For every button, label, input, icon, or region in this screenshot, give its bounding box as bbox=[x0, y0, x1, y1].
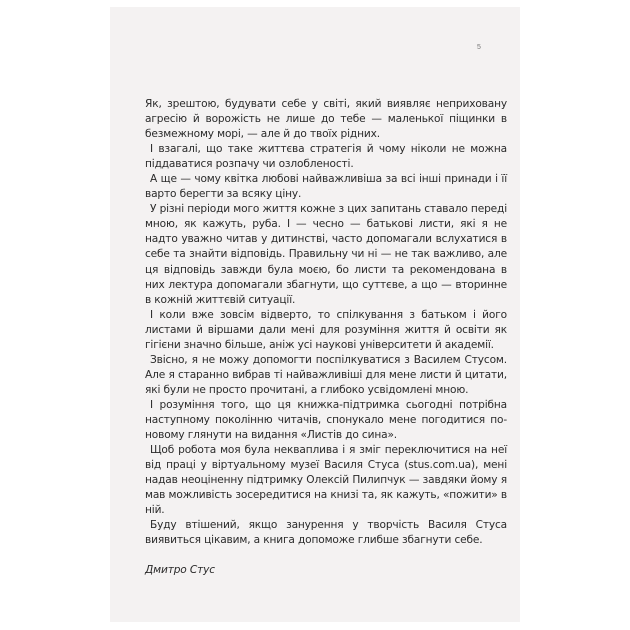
author-signature: Дмитро Стус bbox=[145, 564, 215, 577]
paragraph: І взагалі, що таке життєва стратегія й чому ніколи не можна піддаватися розпачу чи озлобленості. bbox=[145, 143, 507, 171]
page-number: 5 bbox=[477, 44, 481, 51]
paragraph: Звісно, я не можу допомогти поспілкуватися з Василем Стусом. Але я старанно вибрав ті найважливіші для мене листи й цитати, які були не просто прочитані, а глибоко усвідомлені мною. bbox=[145, 353, 507, 396]
page-body bbox=[145, 97, 507, 578]
paragraph: Буду втішений, якщо занурення у творчість Василя Стуса виявиться цікавим, а книга допоможе глибше збагнути себе. bbox=[145, 519, 507, 547]
paragraph: У різні періоди мого життя кожне з цих запитань ставало переді мною, як кажуть, руба. І — чесно — батькові листи, які я не надто уважно читав у дитинстві, часто допомагали вслухатися в себе та знайти відповідь. Правильну чи ні — не так важливо, але ця відповідь завжди була моєю, бо листи та рекомендована в них лектура допомагали збагнути, що суттєве, а що — вторинне в кожній життєвій ситуації. bbox=[145, 203, 507, 306]
paragraph: І розуміння того, що ця книжка-підтримка сьогодні потрібна наступному поколінню читачів, спонукало мене погодитися по-новому глянути на видання «Листів до сина». bbox=[145, 398, 507, 442]
paragraph: Щоб робота моя була некваплива і я зміг переключитися на неї від праці у віртуальному музеї Василя Стуса (stus.com.ua), мені надав неоціненну підтримку Олексій Пилипчук — завдяки йому я мав можливість зосередитися на книзі та, як кажуть, «пожити» в ній. bbox=[145, 444, 507, 517]
paragraph: І коли вже зовсім відверто, то спілкування з батьком і його листами й віршами дали мені для розуміння життя й освіти як гігієни значно більше, аніж усі наукові університети й академії. bbox=[145, 308, 507, 351]
paragraph: А ще — чому квітка любові найважливіша за всі інші принади і її варто берегти за всяку ціну. bbox=[145, 173, 507, 201]
paragraph: Як, зрештою, будувати себе у світі, який виявляє неприховану агресію й ворожість не лише до тебе — маленької піщинки в безмежному морі, — але й до твоїх рідних. bbox=[145, 98, 507, 141]
